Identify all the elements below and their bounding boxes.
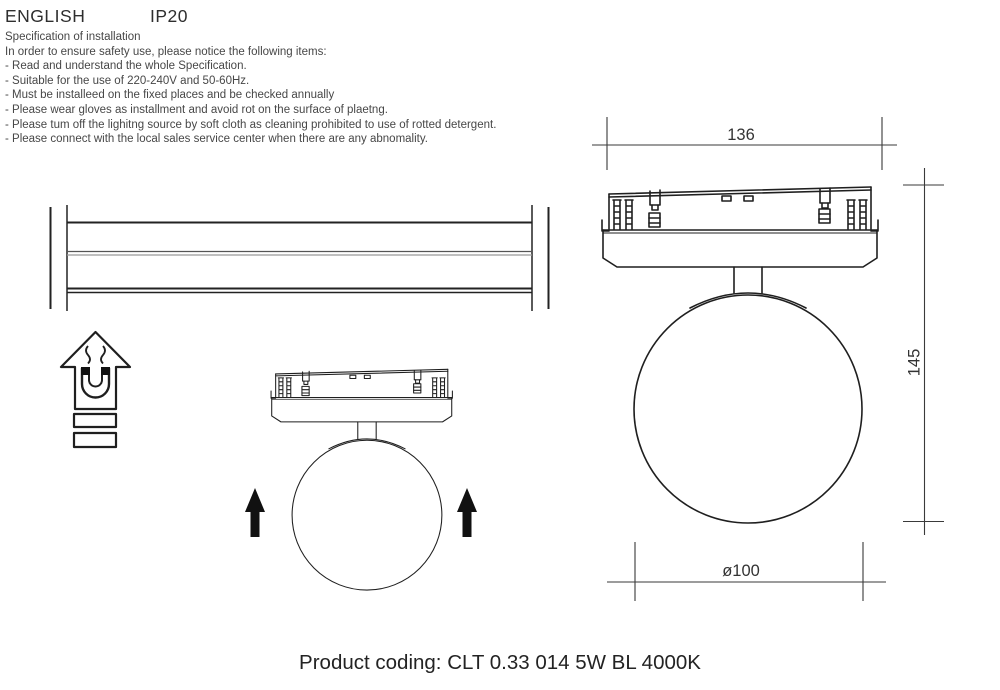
header-ip-rating: IP20: [150, 6, 188, 26]
spec-item: - Please connect with the local sales service center when there are any abnomality.: [5, 133, 428, 146]
spec-item: - Read and understand the whole Specification.: [5, 60, 247, 73]
spec-item: - Please tum off the lighitng source by soft cloth as cleaning prohibited to use of rotted detergent.: [5, 118, 497, 131]
fixture-side-view-large: [602, 187, 878, 523]
product-coding-text: Product coding: CLT 0.33 014 5W BL 4000K: [299, 651, 701, 674]
spec-item: - Must be installeed on the fixed places and be checked annually: [5, 89, 335, 102]
dimension-diameter-label: ø100: [722, 562, 760, 580]
spec-item: - Suitable for the use of 220-240V and 50-60Hz.: [5, 74, 250, 87]
fixture-side-view-small: [271, 369, 452, 590]
spec-title: Specification of installation: [5, 31, 141, 43]
spec-intro: In order to ensure safety use, please notice the following items:: [5, 45, 327, 58]
dimension-width-label: 136: [727, 126, 755, 144]
dimension-height-label: 145: [905, 348, 924, 377]
up-arrow-right-icon: [457, 488, 477, 537]
specification-block: [5, 30, 565, 147]
spec-item: - Please wear gloves as installment and avoid rot on the surface of plaetng.: [5, 103, 388, 116]
header-language-label: ENGLISH: [5, 6, 86, 26]
up-arrow-left-icon: [245, 488, 265, 537]
magnet-up-arrow-icon: [61, 332, 130, 447]
track-rail-drawing: [51, 205, 549, 311]
